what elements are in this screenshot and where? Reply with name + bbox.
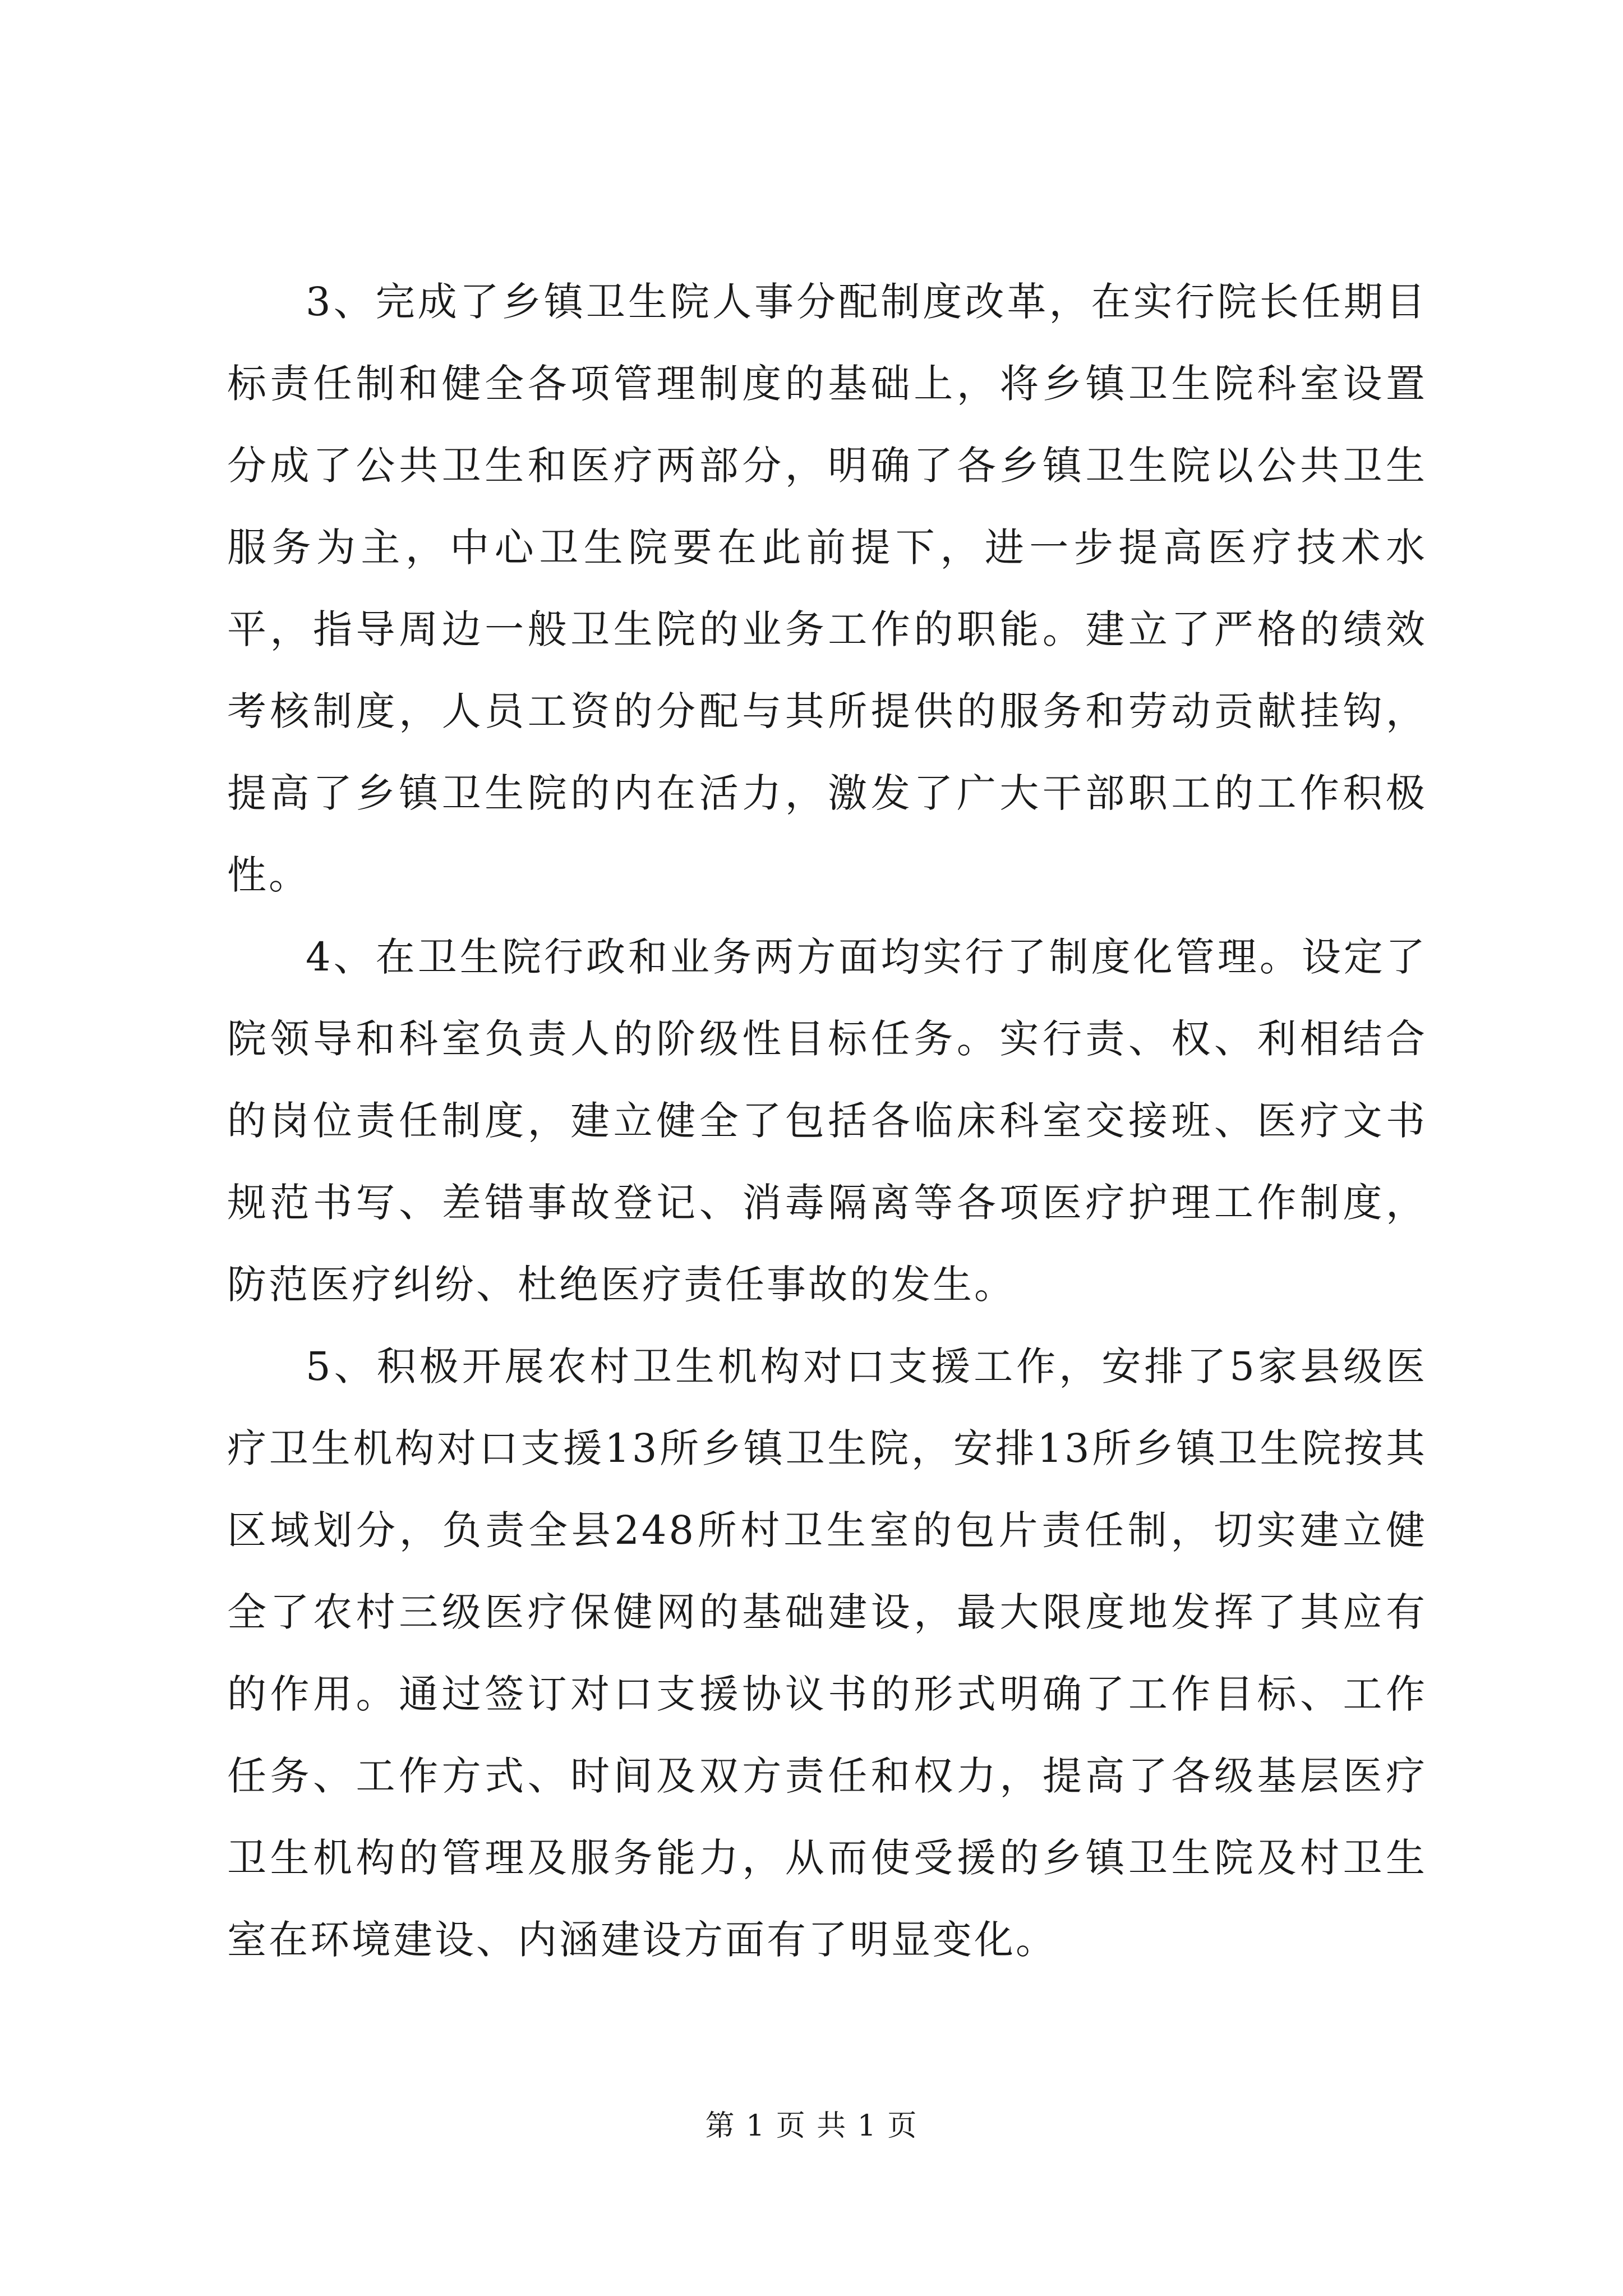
paragraph-4: 4、在卫生院行政和业务两方面均实行了制度化管理。设定了院领导和科室负责人的阶级性目标任务。实行责、权、利相结合的岗位责任制度，建立健全了包括各临床科室交接班、医疗文书规范书写、差错事故登记、消毒隔离等各项医疗护理工作制度，防范医疗纠纷、杜绝医疗责任事故的发生。 xyxy=(227,934,1427,1308)
document-body xyxy=(227,261,1427,1981)
page-footer: 第 1 页 共 1 页 xyxy=(705,2109,918,2143)
paragraph-5: 5、积极开展农村卫生机构对口支援工作，安排了5家县级医疗卫生机构对口支援13所乡镇卫生院，安排13所乡镇卫生院按其区域划分，负责全县248所村卫生室的包片责任制，切实建立健全了农村三级医疗保健网的基础建设，最大限度地发挥了其应有的作用。通过签订对口支援协议书的形式明确了工作目标、工作任务、工作方式、时间及双方责任和权力，提高了各级基层医疗卫生机构的管理及服务能力，从而使受援的乡镇卫生院及村卫生室在环境建设、内涵建设方面有了明显变化。 xyxy=(227,1343,1427,1963)
paragraph-3: 3、完成了乡镇卫生院人事分配制度改革，在实行院长任期目标责任制和健全各项管理制度的基础上，将乡镇卫生院科室设置分成了公共卫生和医疗两部分，明确了各乡镇卫生院以公共卫生服务为主，中心卫生院要在此前提下，进一步提高医疗技术水平，指导周边一般卫生院的业务工作的职能。建立了严格的绩效考核制度，人员工资的分配与其所提供的服务和劳动贡献挂钩，提高了乡镇卫生院的内在活力，激发了广大干部职工的工作积极性。 xyxy=(227,279,1427,898)
